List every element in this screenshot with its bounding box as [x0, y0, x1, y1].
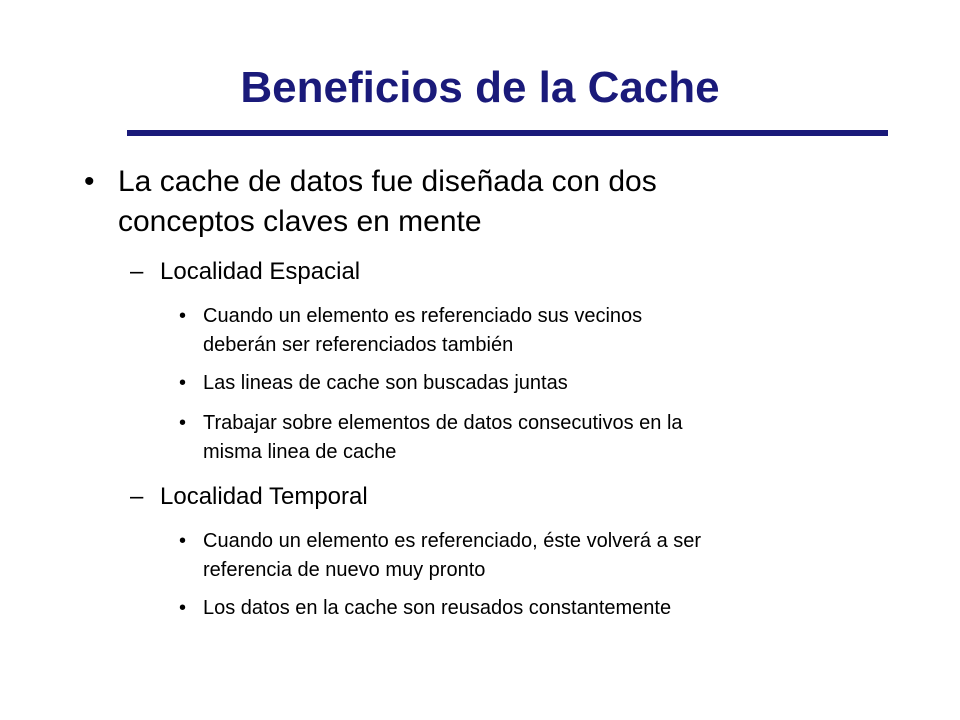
- spatial-item-3-line-2: misma linea de cache: [203, 441, 397, 463]
- bullet-marker: •: [179, 597, 187, 619]
- main-bullet-line-2: conceptos claves en mente: [118, 205, 482, 238]
- spatial-item-1-line-2: deberán ser referenciados también: [203, 334, 514, 356]
- slide-title: Beneficios de la Cache: [240, 63, 720, 112]
- temporal-item-1-line-2: referencia de nuevo muy pronto: [203, 559, 486, 581]
- subheading-spatial-label: Localidad Espacial: [160, 258, 361, 285]
- main-bullet-line-1: La cache de datos fue diseñada con dos: [118, 165, 657, 198]
- temporal-item-1-line-1: Cuando un elemento es referenciado, éste volverá a ser: [203, 530, 702, 552]
- bullet-marker: •: [179, 530, 187, 552]
- spatial-item-2-line-1: Las lineas de cache son buscadas juntas: [203, 372, 568, 394]
- subheading-spatial: [130, 257, 840, 287]
- subheading-temporal: [130, 482, 840, 512]
- dash-marker: –: [130, 258, 144, 285]
- bullet-marker: •: [179, 412, 187, 434]
- dash-marker: –: [130, 483, 144, 510]
- spatial-item-1-line-1: Cuando un elemento es referenciado sus vecinos: [203, 305, 643, 327]
- title-underline: [127, 130, 888, 136]
- bullet-marker: •: [179, 372, 187, 394]
- temporal-item-1: [179, 527, 903, 585]
- temporal-item-2-line-1: Los datos en la cache son reusados constantemente: [203, 597, 672, 619]
- temporal-item-2: [179, 594, 903, 623]
- spatial-item-3-line-1: Trabajar sobre elementos de datos consecutivos en la: [203, 412, 683, 434]
- spatial-item-3: [179, 409, 903, 467]
- bullet-marker: •: [179, 305, 187, 327]
- spatial-item-1: [179, 302, 903, 360]
- main-bullet: [84, 162, 838, 242]
- subheading-temporal-label: Localidad Temporal: [160, 483, 368, 510]
- bullet-marker: •: [84, 165, 95, 198]
- spatial-item-2: [179, 369, 903, 398]
